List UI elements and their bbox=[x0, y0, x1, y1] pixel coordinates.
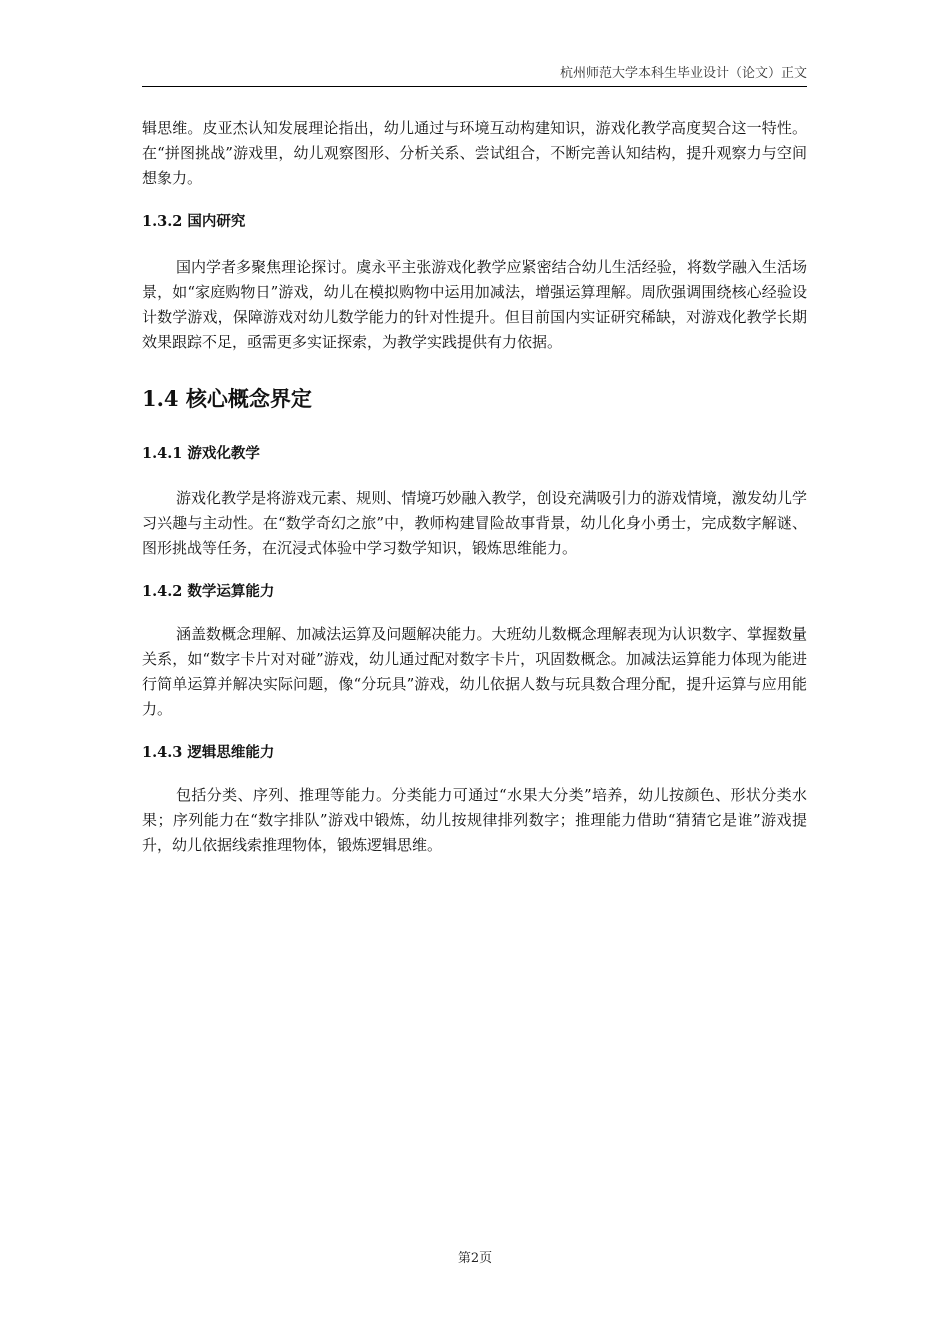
page-footer bbox=[0, 1247, 950, 1266]
header-title: 杭州师范大学本科生毕业设计（论文）正文 bbox=[559, 66, 807, 81]
heading-1-3-2: 1.3.2 国内研究 bbox=[142, 213, 246, 230]
paragraph-gamified-teaching: 游戏化教学是将游戏元素、规则、情境巧妙融入教学，创设充满吸引力的游戏情境，激发幼儿学习兴趣与主动性。在“数学奇幻之旅”中，教师构建冒险故事背景，幼儿化身小勇士，完成数字解谜、图形挑战等任务，在沉浸式体验中学习数学知识，锻炼思维能力。 bbox=[142, 489, 807, 557]
heading-1-4-3: 1.4.3 逻辑思维能力 bbox=[142, 744, 275, 761]
heading-1-4-2: 1.4.2 数学运算能力 bbox=[142, 583, 275, 600]
paragraph-continued: 辑思维。皮亚杰认知发展理论指出，幼儿通过与环境互动构建知识，游戏化教学高度契合这一特性。在“拼图挑战”游戏里，幼儿观察图形、分析关系、尝试组合，不断完善认知结构，提升观察力与空间想象力。 bbox=[142, 119, 807, 187]
heading-1-4-1: 1.4.1 游戏化教学 bbox=[142, 445, 260, 462]
heading-1-4: 1.4 核心概念界定 bbox=[142, 386, 312, 411]
document-body bbox=[142, 116, 807, 858]
paragraph-logic-thinking: 包括分类、序列、推理等能力。分类能力可通过“水果大分类”培养，幼儿按颜色、形状分类水果；序列能力在“数字排队”游戏中锻炼，幼儿按规律排列数字；推理能力借助“猜猜它是谁”游戏提升，幼儿依据线索推理物体，锻炼逻辑思维。 bbox=[142, 786, 807, 854]
page-header bbox=[142, 66, 807, 87]
paragraph-math-operation: 涵盖数概念理解、加减法运算及问题解决能力。大班幼儿数概念理解表现为认识数字、掌握数量关系，如“数字卡片对对碰”游戏，幼儿通过配对数字卡片，巩固数概念。加减法运算能力体现为能进行简单运算并解决实际问题，像“分玩具”游戏，幼儿依据人数与玩具数合理分配，提升运算与应用能力。 bbox=[142, 625, 807, 718]
paragraph-domestic-research: 国内学者多聚焦理论探讨。虞永平主张游戏化教学应紧密结合幼儿生活经验，将数学融入生活场景，如“家庭购物日”游戏，幼儿在模拟购物中运用加减法，增强运算理解。周欣强调围绕核心经验设计数学游戏，保障游戏对幼儿数学能力的针对性提升。但目前国内实证研究稀缺，对游戏化教学长期效果跟踪不足，亟需更多实证探索，为教学实践提供有力依据。 bbox=[142, 258, 807, 351]
page-number: 第2页 bbox=[457, 1251, 493, 1266]
